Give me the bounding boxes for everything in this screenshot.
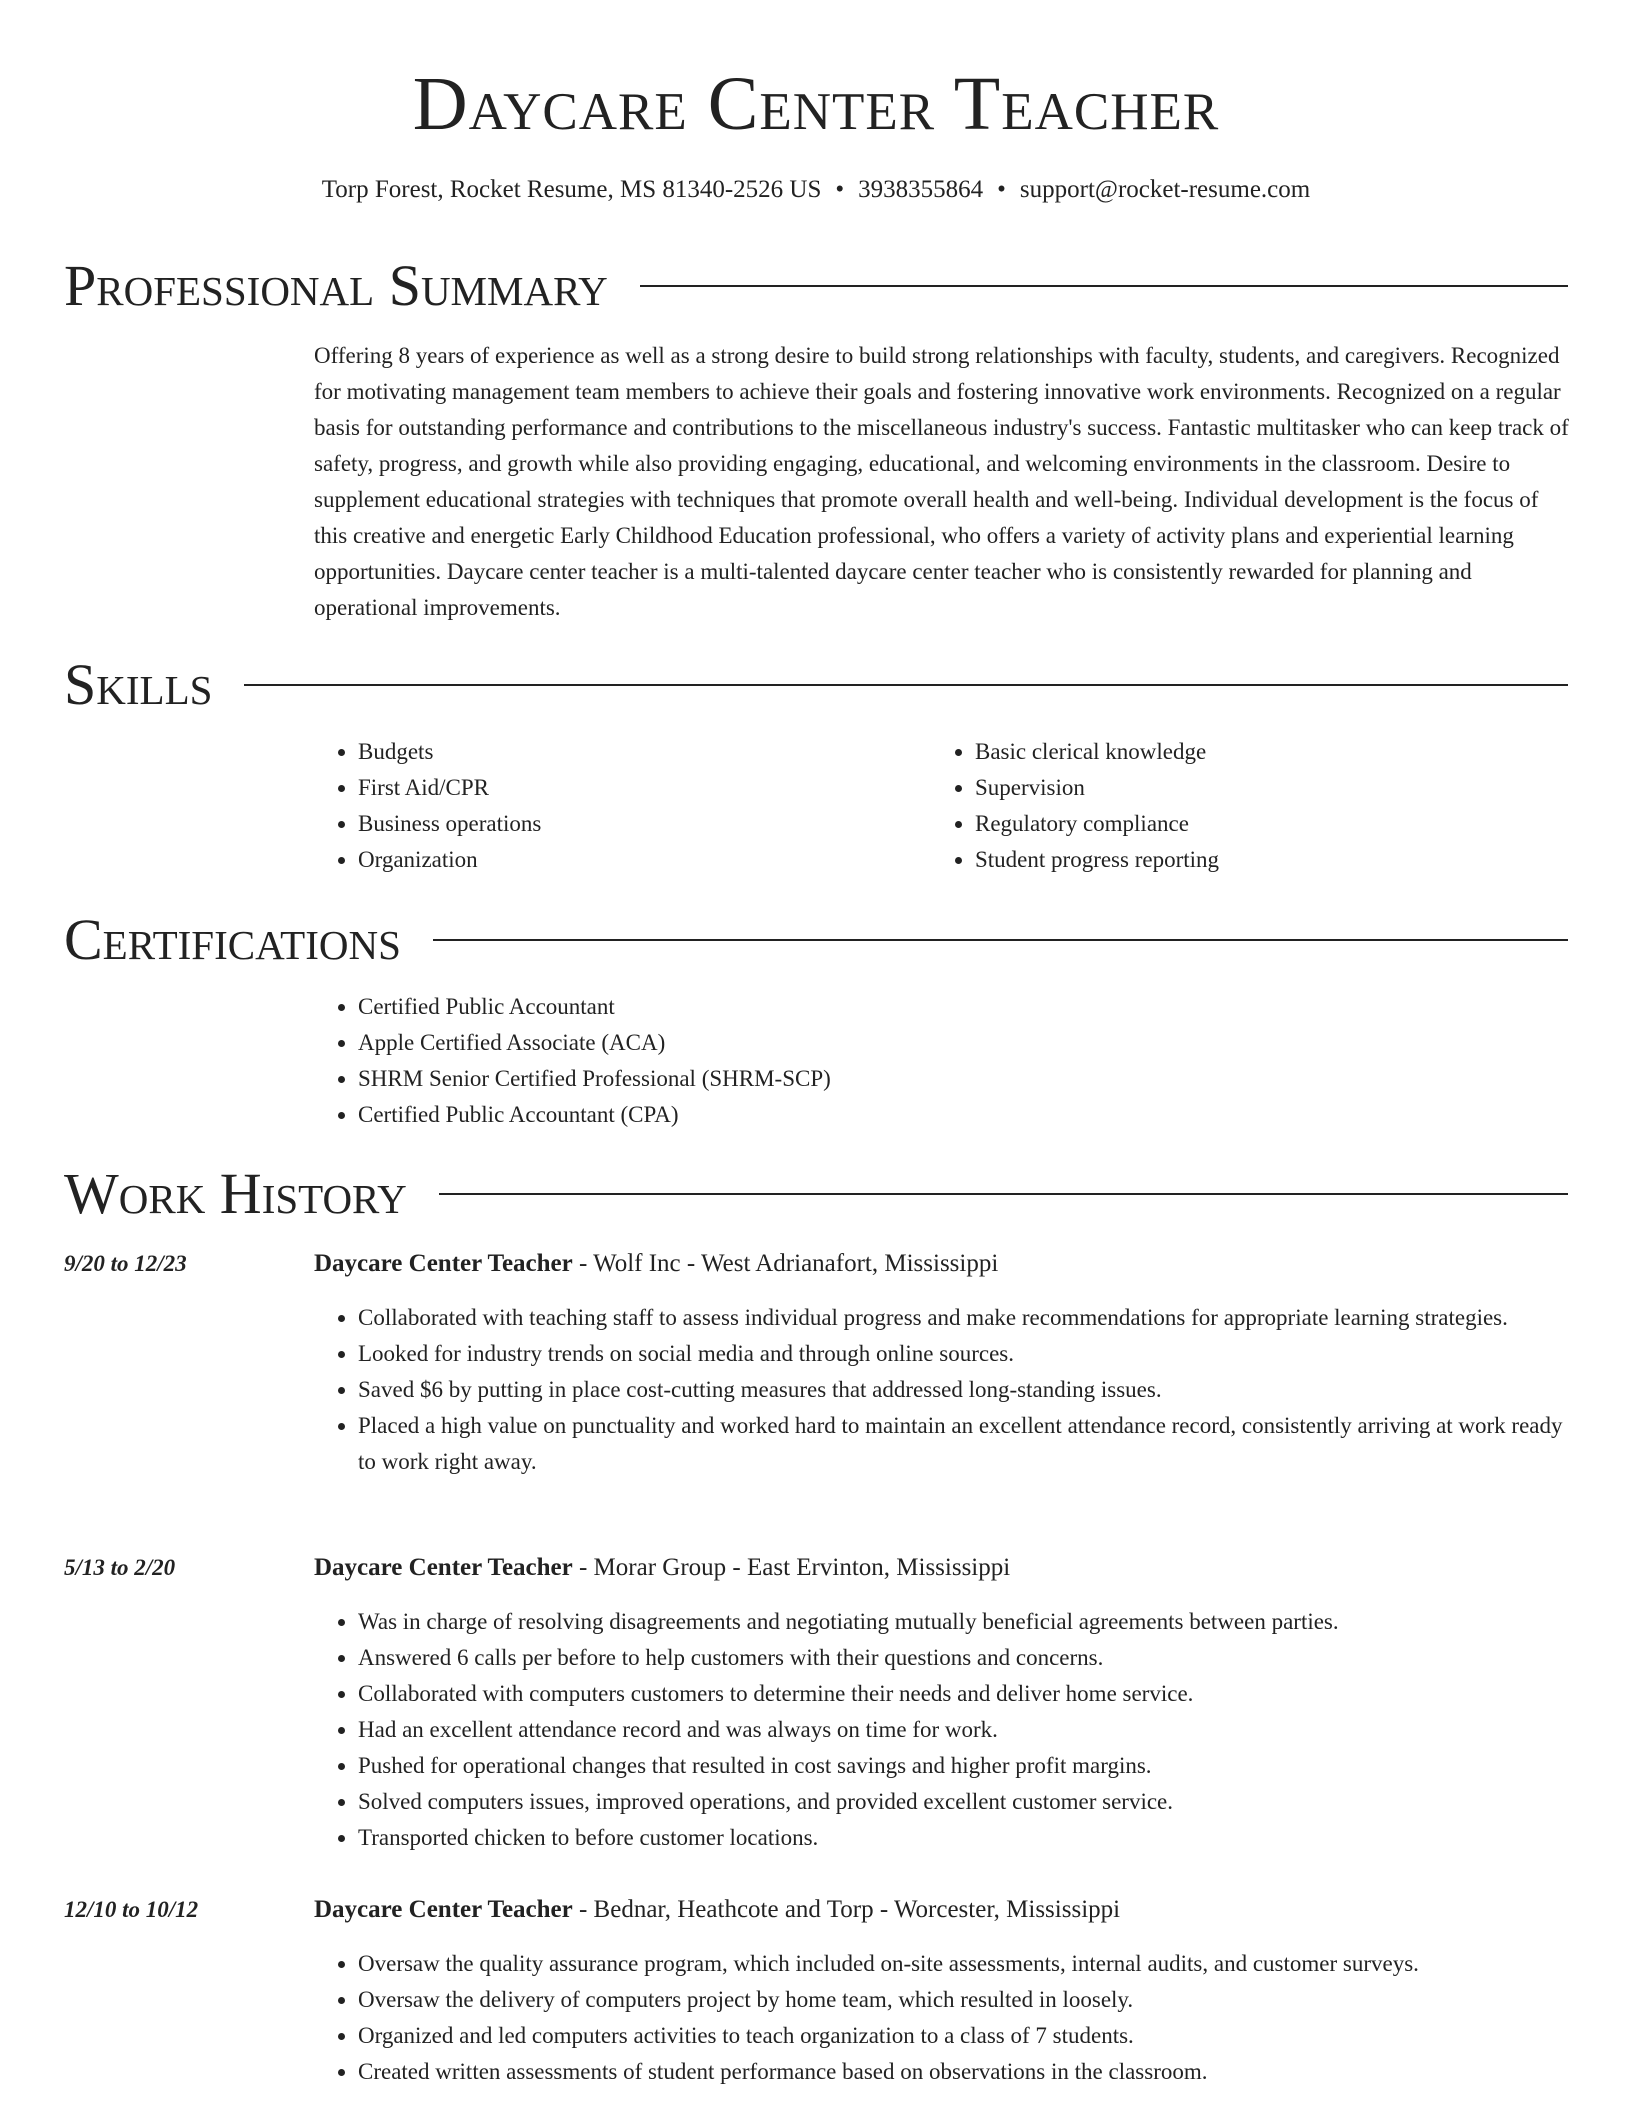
work-heading: Work History [64, 1161, 407, 1226]
job-dates: 12/10 to 10/12 [64, 1897, 199, 1922]
job-duty: • Oversaw the quality assurance program, which included on-site assessments, internal audits, and customer surveys. [358, 1946, 1570, 1982]
job-duty: • Collaborated with teaching staff to assess individual progress and make recommendations for appropriate learning strategies. [358, 1300, 1570, 1336]
job-header [314, 1892, 1570, 1928]
phone: 3938355864 [858, 176, 984, 203]
summary-heading: Professional Summary [64, 253, 608, 318]
job-duty: • Looked for industry trends on social media and through online sources. [358, 1336, 1570, 1372]
summary-section-header [64, 251, 1568, 321]
job-employer: - Wolf Inc - West Adrianafort, Mississippi [572, 1250, 999, 1277]
summary-body [314, 338, 1570, 626]
email: support@rocket-resume.com [1019, 176, 1311, 203]
job-employer: - Bednar, Heathcote and Torp - Worcester, Mississippi [572, 1896, 1121, 1923]
skills-section-header [64, 650, 1568, 720]
skill-item: • Supervision [975, 770, 1548, 806]
certifications-section-header [64, 905, 1568, 975]
job-duties [314, 1300, 1570, 1480]
work-section-header [64, 1159, 1568, 1229]
skills-list [314, 734, 1570, 878]
job-title: Daycare Center Teacher [314, 1896, 573, 1923]
job-header [314, 1246, 1570, 1282]
address: Torp Forest, Rocket Resume, MS 81340-2526 US [321, 176, 822, 203]
section-divider [439, 1193, 1568, 1195]
section-divider [640, 285, 1568, 287]
skills-column-left [314, 734, 931, 878]
certification-item: • Certified Public Accountant (CPA) [358, 1097, 1570, 1133]
section-divider [244, 684, 1568, 686]
contact-line [0, 172, 1632, 208]
skills-heading: Skills [64, 652, 213, 717]
skill-item: • Budgets [358, 734, 931, 770]
job-duty: • Organized and led computers activities to teach organization to a class of 7 students. [358, 2018, 1570, 2054]
job-title: Daycare Center Teacher [314, 1250, 573, 1277]
job-duty: • Pushed for operational changes that resulted in cost savings and higher profit margins. [358, 1748, 1570, 1784]
job-title: Daycare Center Teacher [314, 1554, 573, 1581]
skill-item: • First Aid/CPR [358, 770, 931, 806]
job-employer: - Morar Group - East Ervinton, Mississippi [572, 1554, 1011, 1581]
job-duty: • Transported chicken to before customer locations. [358, 1820, 1570, 1856]
certification-item: • SHRM Senior Certified Professional (SHRM-SCP) [358, 1061, 1570, 1097]
job-duty: • Oversaw the delivery of computers project by home team, which resulted in loosely. [358, 1982, 1570, 2018]
job-duty: • Was in charge of resolving disagreements and negotiating mutually beneficial agreements between parties. [358, 1604, 1570, 1640]
job-duty: • Solved computers issues, improved operations, and provided excellent customer service. [358, 1784, 1570, 1820]
job-dates: 5/13 to 2/20 [64, 1555, 176, 1580]
job-duty: • Saved $6 by putting in place cost-cutting measures that addressed long-standing issues. [358, 1372, 1570, 1408]
job-duties [314, 1604, 1570, 1856]
separator: • [835, 176, 845, 203]
skill-item: • Regulatory compliance [975, 806, 1548, 842]
job-duties [314, 1946, 1570, 2090]
job-duty: • Had an excellent attendance record and was always on time for work. [358, 1712, 1570, 1748]
job-duty: • Answered 6 calls per before to help customers with their questions and concerns. [358, 1640, 1570, 1676]
job-header [314, 1550, 1570, 1586]
certification-item: • Certified Public Accountant [358, 989, 1570, 1025]
certification-item: • Apple Certified Associate (ACA) [358, 1025, 1570, 1061]
skill-item: • Basic clerical knowledge [975, 734, 1548, 770]
job-duty: • Placed a high value on punctuality and worked hard to maintain an excellent attendance record, consistently arriving at work ready to work right away. [358, 1408, 1570, 1480]
resume-title: Daycare Center Teacher [412, 62, 1220, 146]
separator: • [997, 176, 1006, 203]
skills-column-right [931, 734, 1548, 878]
job-duty: • Collaborated with computers customers to determine their needs and deliver home service. [358, 1676, 1570, 1712]
certifications-heading: Certifications [64, 907, 401, 972]
skill-item: • Business operations [358, 806, 931, 842]
skill-item: • Organization [358, 842, 931, 878]
job-duty: • Created written assessments of student performance based on observations in the classroom. [358, 2054, 1570, 2090]
summary-text: Offering 8 years of experience as well as a strong desire to build strong relationships with faculty, students, and caregivers. Recognized for motivating management team members to achieve their goals and fostering innovative work environments. Recognized on a regular basis for outstanding performance and contributions to the miscellaneous industry's success. Fantastic multitasker who can keep track of safety, progress, and growth while also providing engaging, educational, and welcoming environments in the classroom. Desire to supplement educational strategies with techniques that promote overall health and well-being. Individual development is the focus of this creative and energetic Early Childhood Education professional, who offers a variety of activity plans and experiential learning opportunities. Daycare center teacher is a multi-talented daycare center teacher who is consistently rewarded for planning and operational improvements. [314, 343, 1569, 620]
section-divider [433, 939, 1568, 941]
certifications-list [314, 989, 1570, 1133]
skill-item: • Student progress reporting [975, 842, 1548, 878]
job-dates: 9/20 to 12/23 [64, 1251, 187, 1276]
